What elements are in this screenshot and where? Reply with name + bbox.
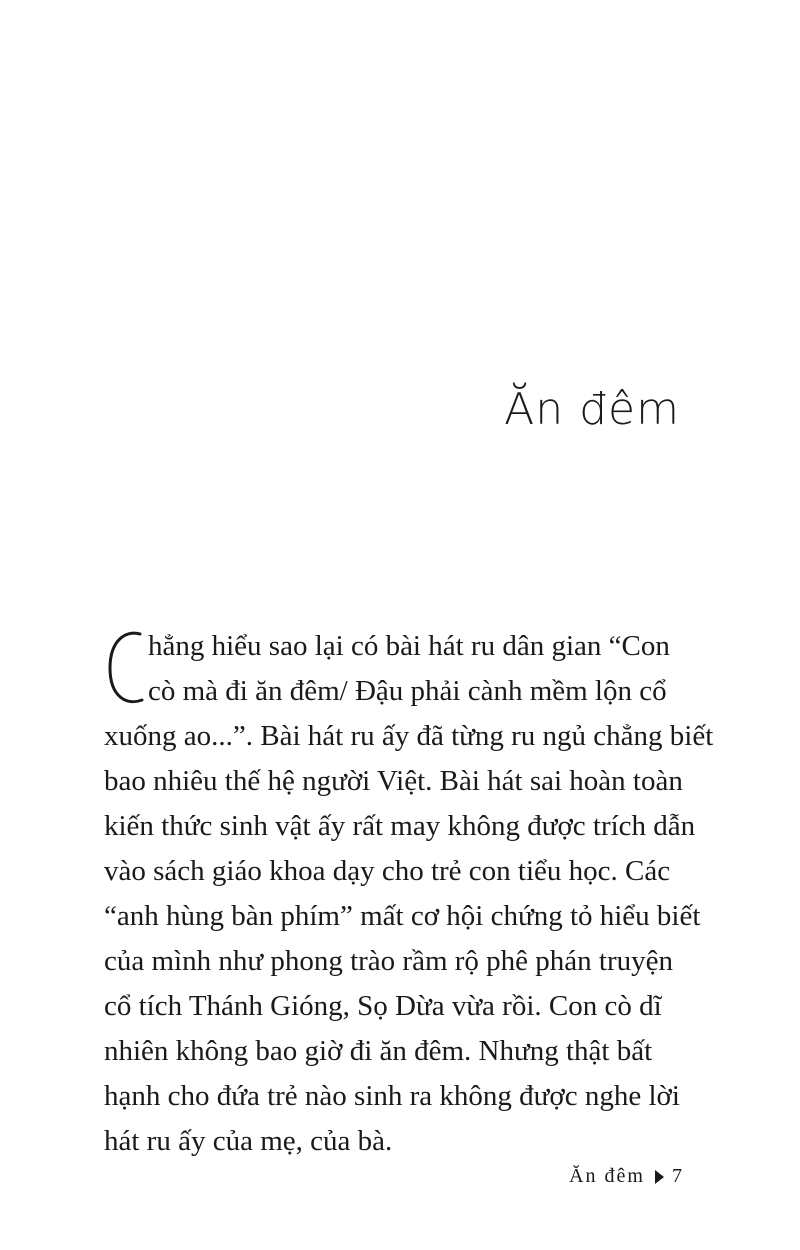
body-paragraph [104,624,714,1164]
text-line: cò mà đi ăn đêm/ Đậu phải cành mềm lộn cổ [148,675,667,707]
text-line: hạnh cho đứa trẻ nào sinh ra không được nghe lời [104,1080,680,1112]
text-line: nhiên không bao giờ đi ăn đêm. Nhưng thật bất [104,1035,653,1067]
text-line: bao nhiêu thế hệ người Việt. Bài hát sai hoàn toàn [104,765,683,797]
text-line: cổ tích Thánh Gióng, Sọ Dừa vừa rồi. Con cò dĩ [104,990,662,1022]
triangle-right-icon [655,1170,664,1184]
running-title: Ăn đêm [569,1165,645,1187]
chapter-title: Ăn đêm [504,384,680,435]
text-line: hát ru ấy của mẹ, của bà. [104,1125,393,1157]
text-line: vào sách giáo khoa dạy cho trẻ con tiểu học. Các [104,855,671,887]
text-line: “anh hùng bàn phím” mất cơ hội chứng tỏ hiểu biết [104,900,701,932]
page-footer [569,1165,684,1188]
text-line: hẳng hiểu sao lại có bài hát ru dân gian “Con [148,630,670,662]
text-line: xuống ao...”. Bài hát ru ấy đã từng ru ngủ chẳng biết [104,720,714,752]
text-line: của mình như phong trào rầm rộ phê phán truyện [104,945,673,977]
text-line: kiến thức sinh vật ấy rất may không được trích dẫn [104,810,696,842]
page-number: 7 [672,1165,684,1187]
